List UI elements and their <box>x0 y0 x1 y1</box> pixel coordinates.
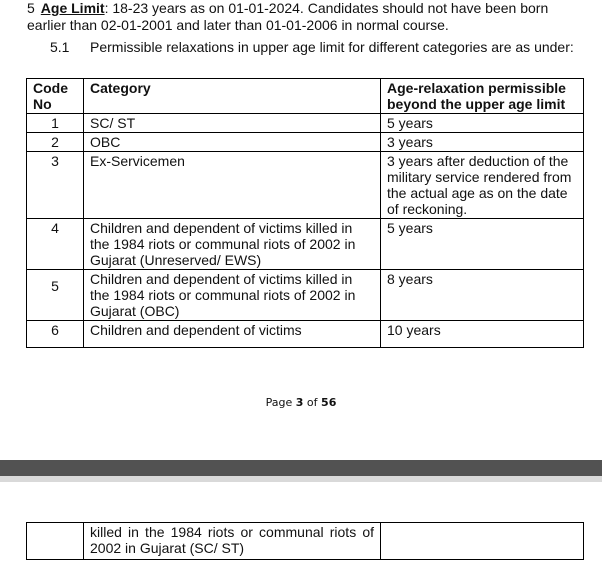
table-row <box>27 321 584 348</box>
row-relaxation: 5 years <box>381 219 584 270</box>
footer-prefix: Page <box>265 396 296 409</box>
table-row <box>27 219 584 270</box>
footer-current-page: 3 <box>295 396 304 409</box>
row-category: OBC <box>84 133 381 152</box>
row-code: 1 <box>27 114 84 133</box>
subsection-5-1 <box>50 39 580 55</box>
page-separator <box>0 460 602 476</box>
row-relaxation: 5 years <box>381 114 584 133</box>
footer-total-pages: 56 <box>321 396 337 409</box>
age-relaxation-table <box>26 78 584 348</box>
table-row <box>27 152 584 219</box>
row-category: Children and dependent of victims killed in the 1984 riots or communal riots of 2002 in Gujarat (Unreserved/ EWS) <box>84 219 381 270</box>
table-header-row <box>27 79 584 114</box>
table-row <box>27 270 584 321</box>
row-category: SC/ ST <box>84 114 381 133</box>
subsection-number: 5.1 <box>50 39 70 55</box>
header-category: Category <box>84 79 381 114</box>
section-heading: Age Limit <box>40 0 105 16</box>
subsection-text: Permissible relaxations in upper age limit for different categories are as under: <box>90 39 574 55</box>
row-category: Ex-Servicemen <box>84 152 381 219</box>
page-footer <box>0 396 602 409</box>
footer-middle: of <box>303 396 322 409</box>
row-code: 2 <box>27 133 84 152</box>
table-row <box>27 114 584 133</box>
continued-table <box>26 522 584 560</box>
header-code: Code No <box>27 79 84 114</box>
table-row <box>27 133 584 152</box>
continued-relaxation <box>381 523 584 560</box>
section-number: 5 <box>27 0 35 16</box>
section-text: : 18-23 years as on 01-01-2024. Candidates should not have been born earlier than 02-01-2001 and later than 01-01-2006 in normal course. <box>27 0 549 33</box>
row-category: Children and dependent of victims <box>84 321 381 348</box>
age-limit-paragraph <box>27 0 587 34</box>
continued-category: killed in the 1984 riots or communal riots of 2002 in Gujarat (SC/ ST) <box>84 523 381 560</box>
row-category: Children and dependent of victims killed in the 1984 riots or communal riots of 2002 in Gujarat (OBC) <box>84 270 381 321</box>
table-row <box>27 523 584 560</box>
row-code: 4 <box>27 219 84 270</box>
row-relaxation: 8 years <box>381 270 584 321</box>
header-relaxation: Age-relaxation permissible beyond the upper age limit <box>381 79 584 114</box>
row-relaxation: 3 years after deduction of the military service rendered from the actual age as on the date of reckoning. <box>381 152 584 219</box>
row-relaxation: 3 years <box>381 133 584 152</box>
row-relaxation: 10 years <box>381 321 584 348</box>
continued-code <box>27 523 84 560</box>
row-code: 5 <box>27 270 84 321</box>
row-code: 6 <box>27 321 84 348</box>
row-code: 3 <box>27 152 84 219</box>
